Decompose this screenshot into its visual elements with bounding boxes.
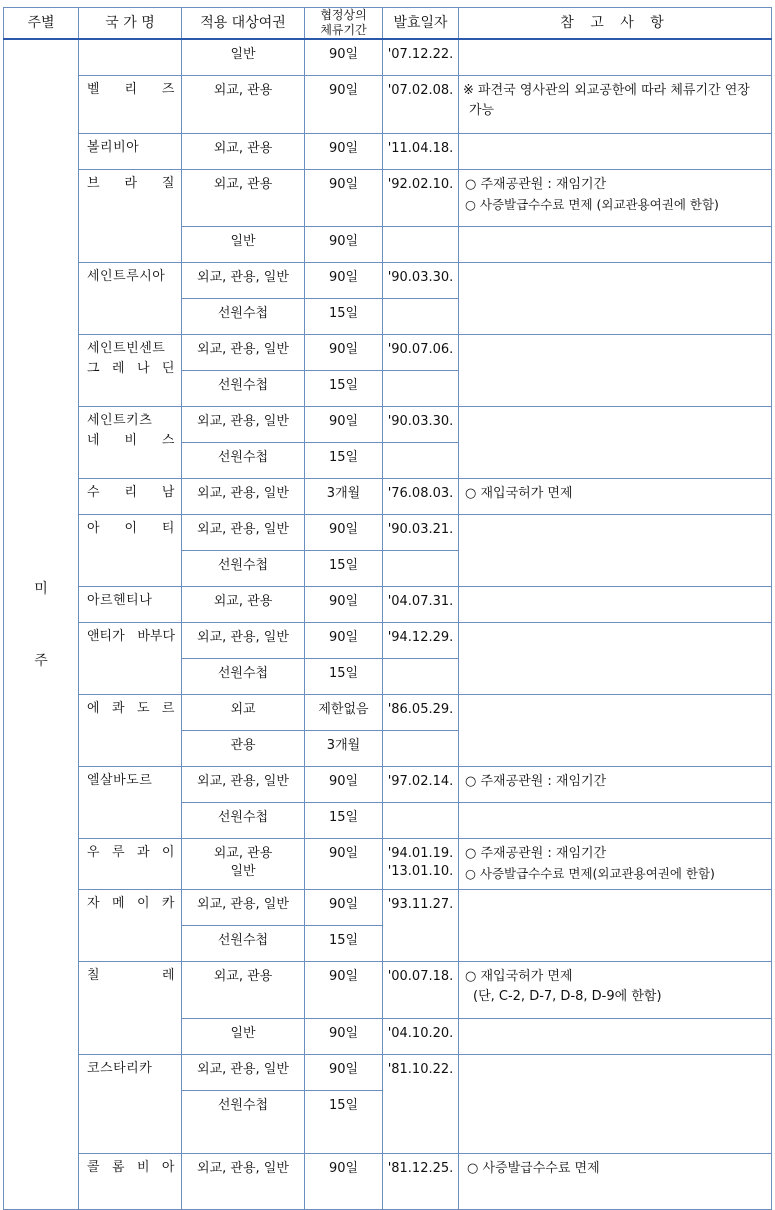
note-cell <box>459 134 772 170</box>
effective-date: '04.07.31. <box>383 587 459 623</box>
header-passport: 적용 대상여권 <box>182 8 305 40</box>
effective-date: '81.12.25. <box>383 1154 459 1210</box>
note-cell <box>459 890 772 962</box>
table-row <box>4 76 772 134</box>
country-cell: 벨 리 즈 <box>79 76 182 134</box>
passport-type: 선원수첩 <box>182 299 305 335</box>
passport-type: 외교, 관용, 일반 <box>182 890 305 926</box>
effective-date: '04.10.20. <box>383 1019 459 1055</box>
passport-type: 선원수첩 <box>182 659 305 695</box>
stay-period: 15일 <box>305 1091 383 1154</box>
table-row <box>4 134 772 170</box>
effective-date: '94.01.19. '13.01.10. <box>383 839 459 890</box>
table-row <box>4 170 772 227</box>
stay-period: 15일 <box>305 926 383 962</box>
passport-type: 일반 <box>182 1019 305 1055</box>
note-cell: ○ 사증발급수수료 면제 <box>459 1154 772 1210</box>
effective-date <box>383 299 459 335</box>
passport-type: 외교, 관용 <box>182 962 305 1019</box>
stay-period: 90일 <box>305 39 383 76</box>
passport-type: 선원수첩 <box>182 926 305 962</box>
passport-type: 외교, 관용, 일반 <box>182 1055 305 1091</box>
table-row <box>4 479 772 515</box>
passport-type: 외교, 관용 <box>182 76 305 134</box>
header-notes: 참 고 사 항 <box>459 8 772 40</box>
country-cell: 코스타리카 <box>79 1055 182 1154</box>
passport-type: 외교, 관용, 일반 <box>182 263 305 299</box>
note-cell <box>459 407 772 479</box>
country-cell: 아 이 티 <box>79 515 182 587</box>
effective-date: '86.05.29. <box>383 695 459 731</box>
note-cell: ○ 주재공관원 : 재임기간 ○ 사증발급수수료 면제(외교관용여권에 한함) <box>459 839 772 890</box>
effective-date <box>383 371 459 407</box>
stay-period: 90일 <box>305 1154 383 1210</box>
effective-date: '07.02.08. <box>383 76 459 134</box>
passport-type: 선원수첩 <box>182 1091 305 1154</box>
effective-date <box>383 551 459 587</box>
effective-date: '07.12.22. <box>383 39 459 76</box>
passport-type: 선원수첩 <box>182 803 305 839</box>
stay-period: 15일 <box>305 443 383 479</box>
effective-date: '90.03.21. <box>383 515 459 551</box>
stay-period: 90일 <box>305 134 383 170</box>
table-row <box>4 587 772 623</box>
note-cell <box>459 227 772 263</box>
note-cell: ○ 주재공관원 : 재임기간 <box>459 767 772 803</box>
country-cell: 세인트루시아 <box>79 263 182 335</box>
table-row <box>4 263 772 299</box>
table-row <box>4 335 772 371</box>
passport-type: 일반 <box>182 227 305 263</box>
stay-period: 90일 <box>305 515 383 551</box>
table-row <box>4 623 772 659</box>
stay-period: 90일 <box>305 407 383 443</box>
note-cell <box>459 587 772 623</box>
passport-type: 외교, 관용, 일반 <box>182 767 305 803</box>
stay-period: 15일 <box>305 803 383 839</box>
table-row <box>4 515 772 551</box>
country-cell: 엘살바도르 <box>79 767 182 839</box>
country-cell <box>79 39 182 76</box>
stay-period: 90일 <box>305 263 383 299</box>
effective-date: '11.04.18. <box>383 134 459 170</box>
stay-period: 90일 <box>305 623 383 659</box>
note-cell <box>459 623 772 695</box>
stay-period: 90일 <box>305 76 383 134</box>
note-cell <box>459 335 772 407</box>
country-cell: 세인트빈센트 그 레 나 딘 <box>79 335 182 407</box>
note-cell <box>459 803 772 839</box>
effective-date <box>383 731 459 767</box>
passport-type: 선원수첩 <box>182 371 305 407</box>
stay-period: 90일 <box>305 335 383 371</box>
stay-period: 90일 <box>305 839 383 890</box>
stay-period: 90일 <box>305 1055 383 1091</box>
passport-type: 외교, 관용, 일반 <box>182 335 305 371</box>
table-row <box>4 39 772 76</box>
note-cell <box>459 515 772 587</box>
stay-period: 90일 <box>305 962 383 1019</box>
stay-period: 3개월 <box>305 731 383 767</box>
passport-type: 선원수첩 <box>182 551 305 587</box>
visa-exemption-table <box>3 7 772 1210</box>
effective-date <box>383 443 459 479</box>
header-row <box>4 8 772 40</box>
effective-date: '92.02.10. <box>383 170 459 227</box>
table-row <box>4 839 772 890</box>
passport-type: 외교, 관용 <box>182 134 305 170</box>
country-cell: 콜 롬 비 아 <box>79 1154 182 1210</box>
stay-period: 90일 <box>305 1019 383 1055</box>
stay-period: 90일 <box>305 587 383 623</box>
note-cell: ○ 재입국허가 면제 (단, C-2, D-7, D-8, D-9에 한함) <box>459 962 772 1019</box>
table-row <box>4 695 772 731</box>
country-cell: 앤티가 바부다 <box>79 623 182 695</box>
effective-date: '90.03.30. <box>383 263 459 299</box>
effective-date: '97.02.14. <box>383 767 459 803</box>
passport-type: 선원수첩 <box>182 443 305 479</box>
stay-period: 15일 <box>305 299 383 335</box>
note-cell: ※ 파견국 영사관의 외교공한에 따라 체류기간 연장 가능 <box>459 76 772 134</box>
effective-date <box>383 227 459 263</box>
country-cell: 볼리비아 <box>79 134 182 170</box>
country-cell: 자 메 이 카 <box>79 890 182 962</box>
stay-period: 15일 <box>305 371 383 407</box>
effective-date <box>383 803 459 839</box>
stay-period: 제한없음 <box>305 695 383 731</box>
stay-period: 15일 <box>305 551 383 587</box>
passport-type: 외교, 관용 <box>182 587 305 623</box>
effective-date: '76.08.03. <box>383 479 459 515</box>
passport-type: 관용 <box>182 731 305 767</box>
effective-date: '81.10.22. <box>383 1055 459 1154</box>
note-cell <box>459 1019 772 1055</box>
table-row <box>4 890 772 926</box>
stay-period: 90일 <box>305 170 383 227</box>
country-cell: 아르헨티나 <box>79 587 182 623</box>
country-cell: 우 루 과 이 <box>79 839 182 890</box>
table-row <box>4 1154 772 1210</box>
country-cell: 칠 레 <box>79 962 182 1055</box>
note-cell <box>459 1055 772 1154</box>
note-cell <box>459 39 772 76</box>
passport-type: 외교, 관용, 일반 <box>182 515 305 551</box>
passport-type: 외교 <box>182 695 305 731</box>
header-region: 주별 <box>4 8 79 40</box>
header-stay-period: 협정상의 체류기간 <box>305 8 383 40</box>
effective-date: '94.12.29. <box>383 623 459 659</box>
stay-period: 15일 <box>305 659 383 695</box>
passport-type: 일반 <box>182 39 305 76</box>
country-cell: 에 콰 도 르 <box>79 695 182 767</box>
table-row <box>4 767 772 803</box>
passport-type: 외교, 관용, 일반 <box>182 623 305 659</box>
note-cell: ○ 재입국허가 면제 <box>459 479 772 515</box>
note-cell <box>459 695 772 767</box>
effective-date: '00.07.18. <box>383 962 459 1019</box>
passport-type: 외교, 관용 일반 <box>182 839 305 890</box>
stay-period: 90일 <box>305 767 383 803</box>
passport-type: 외교, 관용, 일반 <box>182 479 305 515</box>
table-row <box>4 1055 772 1091</box>
region-cell: 미 주 <box>4 39 79 1210</box>
note-cell <box>459 263 772 335</box>
effective-date: '93.11.27. <box>383 890 459 962</box>
stay-period: 3개월 <box>305 479 383 515</box>
header-effective-date: 발효일자 <box>383 8 459 40</box>
country-cell: 수 리 남 <box>79 479 182 515</box>
header-country: 국 가 명 <box>79 8 182 40</box>
effective-date <box>383 659 459 695</box>
note-cell: ○ 주재공관원 : 재임기간 ○ 사증발급수수료 면제 (외교관용여권에 한함) <box>459 170 772 227</box>
country-cell: 브 라 질 <box>79 170 182 263</box>
table-row <box>4 407 772 443</box>
passport-type: 외교, 관용, 일반 <box>182 407 305 443</box>
stay-period: 90일 <box>305 890 383 926</box>
effective-date: '90.07.06. <box>383 335 459 371</box>
stay-period: 90일 <box>305 227 383 263</box>
table-row <box>4 962 772 1019</box>
passport-type: 외교, 관용 <box>182 170 305 227</box>
passport-type: 외교, 관용, 일반 <box>182 1154 305 1210</box>
effective-date: '90.03.30. <box>383 407 459 443</box>
country-cell: 세인트키츠 네 비 스 <box>79 407 182 479</box>
